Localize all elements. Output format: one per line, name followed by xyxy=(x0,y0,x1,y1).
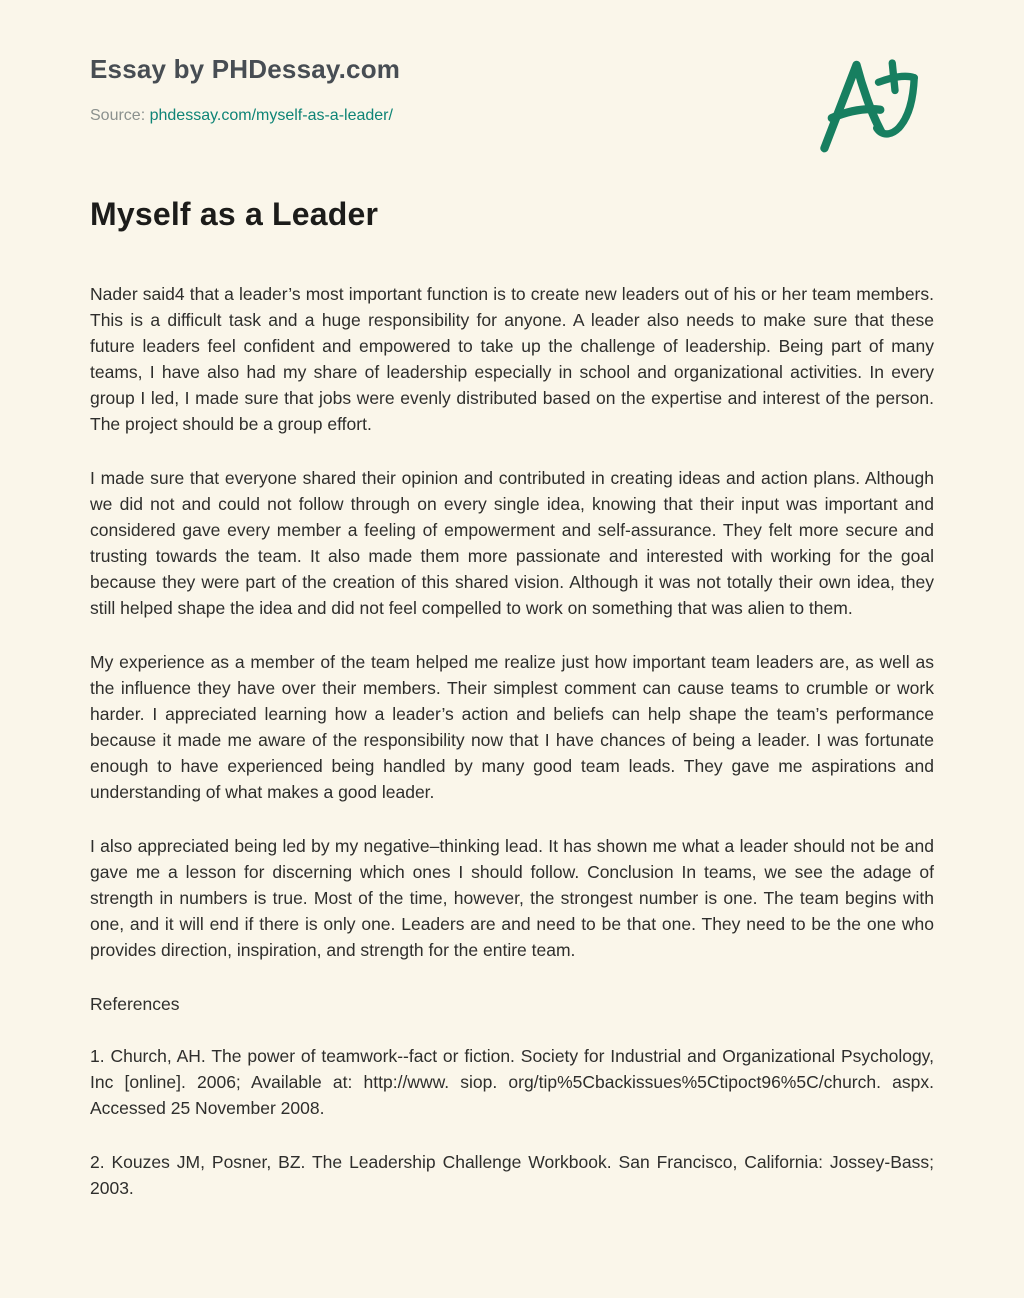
essay-paragraph: Nader said4 that a leader’s most important function is to create new leaders out of his or her team members. This is a difficult task and a huge responsibility for anyone. A leader also needs to make sure that these future leaders feel confident and empowered to take up the challenge of leadership. Being part of many teams, I have also had my share of leadership especially in school and organizational activities. In every group I led, I made sure that jobs were evenly distributed based on the expertise and interest of the person. The project should be a group effort. xyxy=(90,284,934,434)
page-header xyxy=(90,48,934,166)
essay-paragraph: I also appreciated being led by my negative–thinking lead. It has shown me what a leader should not be and gave me a lesson for discerning which ones I should follow. Conclusion In teams, we see the adage of strength in numbers is true. Most of the time, however, the strongest number is one. The team begins with one, and it will end if there is only one. Leaders are and need to be that one. They need to be the one who provides direction, inspiration, and strength for the entire team. xyxy=(90,836,934,960)
source-line xyxy=(90,107,400,125)
essay-paragraph: I made sure that everyone shared their opinion and contributed in creating ideas and action plans. Although we did not and could not follow through on every single idea, knowing that their input was important and considered gave every member a feeling of empowerment and self-assurance. They felt more secure and trusting towards the team. It also made them more passionate and interested with working for the goal because they were part of the creation of this shared vision. Although it was not totally their own idea, they still helped shape the idea and did not feel compelled to work on something that was alien to them. xyxy=(90,468,934,618)
essay-paragraph: My experience as a member of the team helped me realize just how important team leaders are, as well as the influence they have over their members. Their simplest comment can cause teams to crumble or work harder. I appreciated learning how a leader’s action and beliefs can help shape the team’s performance because it made me aware of the responsibility now that I have chances of being a leader. I was fortunate enough to have experienced being handled by many good team leads. They gave me aspirations and understanding of what makes a good leader. xyxy=(90,652,934,802)
header-text-block xyxy=(90,48,400,125)
references-heading: References xyxy=(90,994,180,1014)
site-title: Essay by PHDessay.com xyxy=(90,54,401,84)
source-url-link[interactable]: phdessay.com/myself-as-a-leader/ xyxy=(149,107,393,124)
reference-item: 1. Church, AH. The power of teamwork--fact or fiction. Society for Industrial and Organizational Psychology, Inc [online]. 2006; Available at: http://www. siop. org/tip%5Cbackissues%5Ctipoct96%5C/church. aspx. Accessed 25 November 2008. xyxy=(90,1046,934,1118)
aplus-logo-icon xyxy=(818,48,928,166)
essay-title: Myself as a Leader xyxy=(90,196,379,232)
reference-item: 2. Kouzes JM, Posner, BZ. The Leadership Challenge Workbook. San Francisco, California: Jossey-Bass; 2003. xyxy=(90,1152,934,1198)
source-label: Source: xyxy=(90,107,146,124)
essay-body xyxy=(90,281,934,1201)
